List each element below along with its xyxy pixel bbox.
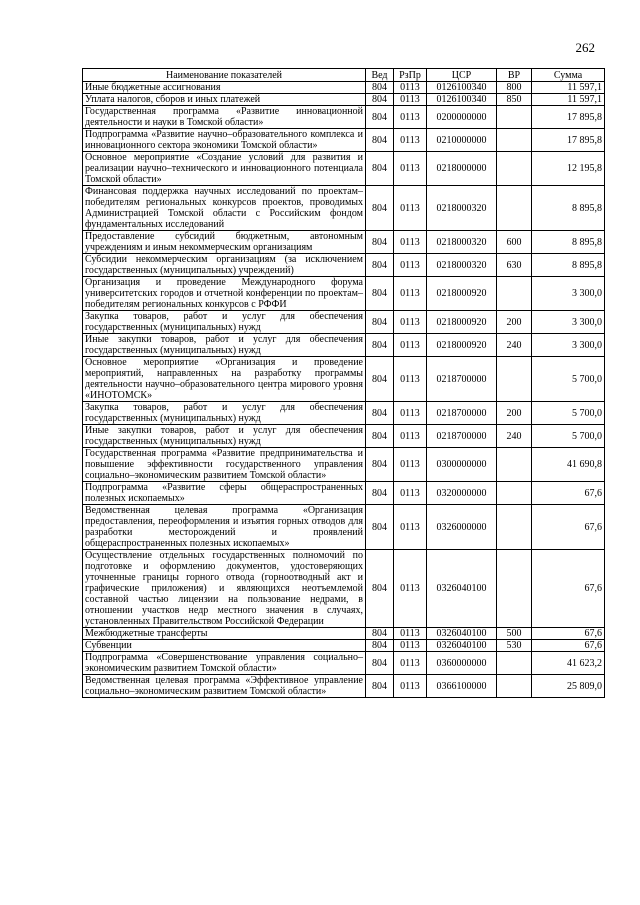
cell-sum: 17 895,8	[532, 106, 605, 129]
cell-csr: 0126100340	[427, 94, 497, 106]
table-row	[83, 129, 605, 152]
cell-sum: 67,6	[532, 628, 605, 640]
cell-name: Иные закупки товаров, работ и услуг для обеспечения государственных (муниципальных) нужд	[83, 334, 366, 357]
cell-ved: 804	[366, 82, 394, 94]
table-row	[83, 448, 605, 482]
header-csr: ЦСР	[427, 69, 497, 82]
cell-name: Государственная программа «Развитие предпринимательства и повышение эффективности государственного управления социально–экономическим развитием Томской области»	[83, 448, 366, 482]
cell-ved: 804	[366, 505, 394, 550]
table-row	[83, 505, 605, 550]
cell-name: Субсидии некоммерческим организациям (за исключением государственных (муниципальных) учреждений)	[83, 254, 366, 277]
cell-rzpr: 0113	[394, 277, 427, 311]
cell-sum: 25 809,0	[532, 675, 605, 698]
cell-csr: 0218000320	[427, 186, 497, 231]
cell-vr	[497, 675, 532, 698]
cell-csr: 0326040100	[427, 628, 497, 640]
cell-vr	[497, 106, 532, 129]
cell-rzpr: 0113	[394, 129, 427, 152]
cell-ved: 804	[366, 425, 394, 448]
cell-ved: 804	[366, 334, 394, 357]
cell-csr: 0326040100	[427, 640, 497, 652]
cell-csr: 0210000000	[427, 129, 497, 152]
cell-vr: 500	[497, 628, 532, 640]
cell-vr	[497, 448, 532, 482]
cell-vr	[497, 482, 532, 505]
cell-ved: 804	[366, 106, 394, 129]
cell-rzpr: 0113	[394, 505, 427, 550]
cell-vr: 240	[497, 425, 532, 448]
table-row	[83, 357, 605, 402]
cell-csr: 0218000000	[427, 152, 497, 186]
cell-rzpr: 0113	[394, 482, 427, 505]
cell-sum: 3 300,0	[532, 311, 605, 334]
cell-name: Межбюджетные трансферты	[83, 628, 366, 640]
cell-name: Уплата налогов, сборов и иных платежей	[83, 94, 366, 106]
cell-vr: 530	[497, 640, 532, 652]
cell-ved: 804	[366, 550, 394, 628]
table-row	[83, 106, 605, 129]
header-ved: Вед	[366, 69, 394, 82]
cell-ved: 804	[366, 652, 394, 675]
cell-rzpr: 0113	[394, 254, 427, 277]
cell-name: Закупка товаров, работ и услуг для обеспечения государственных (муниципальных) нужд	[83, 311, 366, 334]
cell-ved: 804	[366, 231, 394, 254]
cell-rzpr: 0113	[394, 402, 427, 425]
cell-rzpr: 0113	[394, 448, 427, 482]
cell-ved: 804	[366, 311, 394, 334]
cell-name: Основное мероприятие «Организация и проведение мероприятий, направленных на разработку программы деятельности научно–образовательного центра мирового уровня «ИНОТОМСК»	[83, 357, 366, 402]
cell-ved: 804	[366, 675, 394, 698]
cell-csr: 0326040100	[427, 550, 497, 628]
cell-name: Подпрограмма «Развитие сферы общераспространенных полезных ископаемых»	[83, 482, 366, 505]
table-row	[83, 311, 605, 334]
header-vr: ВР	[497, 69, 532, 82]
cell-ved: 804	[366, 448, 394, 482]
cell-ved: 804	[366, 628, 394, 640]
cell-name: Осуществление отдельных государственных полномочий по подготовке и оформлению документов, удостоверяющих уточненные границы горного отвода (горноотводный акт и графические приложения) и являющихся неотъемлемой составной частью лицензии на пользование недрами, в отношении участков недр местного значения в случаях, установленных Правительством Российской Федерации	[83, 550, 366, 628]
cell-csr: 0218700000	[427, 425, 497, 448]
cell-csr: 0218700000	[427, 402, 497, 425]
cell-sum: 8 895,8	[532, 254, 605, 277]
cell-name: Государственная программа «Развитие инновационной деятельности и науки в Томской области»	[83, 106, 366, 129]
cell-ved: 804	[366, 186, 394, 231]
cell-rzpr: 0113	[394, 357, 427, 402]
cell-sum: 67,6	[532, 505, 605, 550]
table-header-row	[83, 69, 605, 82]
table-row	[83, 550, 605, 628]
cell-vr	[497, 129, 532, 152]
cell-name: Подпрограмма «Развитие научно–образовательного комплекса и инновационного сектора экономики Томской области»	[83, 129, 366, 152]
cell-vr: 240	[497, 334, 532, 357]
cell-ved: 804	[366, 482, 394, 505]
cell-rzpr: 0113	[394, 311, 427, 334]
cell-csr: 0218700000	[427, 357, 497, 402]
cell-sum: 8 895,8	[532, 186, 605, 231]
cell-vr	[497, 152, 532, 186]
table-row	[83, 231, 605, 254]
table-row	[83, 628, 605, 640]
cell-rzpr: 0113	[394, 640, 427, 652]
table-row	[83, 94, 605, 106]
cell-rzpr: 0113	[394, 94, 427, 106]
cell-sum: 5 700,0	[532, 357, 605, 402]
cell-ved: 804	[366, 277, 394, 311]
cell-sum: 5 700,0	[532, 425, 605, 448]
cell-vr	[497, 277, 532, 311]
table-row	[83, 425, 605, 448]
cell-ved: 804	[366, 94, 394, 106]
cell-name: Предоставление субсидий бюджетным, автономным учреждениям и иным некоммерческим организациям	[83, 231, 366, 254]
cell-sum: 67,6	[532, 550, 605, 628]
cell-ved: 804	[366, 402, 394, 425]
cell-sum: 11 597,1	[532, 94, 605, 106]
cell-csr: 0218000920	[427, 311, 497, 334]
table-row	[83, 482, 605, 505]
cell-vr: 850	[497, 94, 532, 106]
cell-vr	[497, 652, 532, 675]
table-row	[83, 82, 605, 94]
cell-csr: 0218000320	[427, 254, 497, 277]
cell-rzpr: 0113	[394, 82, 427, 94]
cell-name: Подпрограмма «Совершенствование управления социально–экономическим развитием Томской области»	[83, 652, 366, 675]
cell-name: Закупка товаров, работ и услуг для обеспечения государственных (муниципальных) нужд	[83, 402, 366, 425]
cell-vr	[497, 505, 532, 550]
cell-vr	[497, 186, 532, 231]
cell-name: Организация и проведение Международного форума университетских городов и отчетной конференции по проектам–победителям региональных конкурсов с РФФИ	[83, 277, 366, 311]
table-row	[83, 402, 605, 425]
cell-sum: 3 300,0	[532, 334, 605, 357]
cell-name: Ведомственная целевая программа «Эффективное управление социально–экономическим развитием Томской области»	[83, 675, 366, 698]
cell-sum: 41 690,8	[532, 448, 605, 482]
cell-name: Иные закупки товаров, работ и услуг для обеспечения государственных (муниципальных) нужд	[83, 425, 366, 448]
cell-sum: 17 895,8	[532, 129, 605, 152]
cell-csr: 0218000920	[427, 334, 497, 357]
table-row	[83, 152, 605, 186]
cell-rzpr: 0113	[394, 231, 427, 254]
table-row	[83, 277, 605, 311]
cell-csr: 0218000920	[427, 277, 497, 311]
cell-rzpr: 0113	[394, 628, 427, 640]
table-row	[83, 334, 605, 357]
cell-rzpr: 0113	[394, 152, 427, 186]
table-row	[83, 186, 605, 231]
cell-sum: 8 895,8	[532, 231, 605, 254]
cell-sum: 67,6	[532, 640, 605, 652]
cell-ved: 804	[366, 357, 394, 402]
cell-sum: 3 300,0	[532, 277, 605, 311]
header-name: Наименование показателей	[83, 69, 366, 82]
cell-sum: 5 700,0	[532, 402, 605, 425]
cell-ved: 804	[366, 640, 394, 652]
cell-name: Ведомственная целевая программа «Организация предоставления, переоформления и изъятия горных отводов для разработки месторождений и проявлений общераспространенных полезных ископаемых»	[83, 505, 366, 550]
table-row	[83, 254, 605, 277]
table-row	[83, 652, 605, 675]
cell-ved: 804	[366, 152, 394, 186]
cell-ved: 804	[366, 129, 394, 152]
cell-rzpr: 0113	[394, 675, 427, 698]
cell-rzpr: 0113	[394, 425, 427, 448]
cell-name: Основное мероприятие «Создание условий для развития и реализации научно–технического и инновационного потенциала Томской области»	[83, 152, 366, 186]
cell-csr: 0126100340	[427, 82, 497, 94]
cell-vr: 800	[497, 82, 532, 94]
cell-csr: 0218000320	[427, 231, 497, 254]
cell-vr: 600	[497, 231, 532, 254]
cell-ved: 804	[366, 254, 394, 277]
cell-vr	[497, 550, 532, 628]
header-rzpr: РзПр	[394, 69, 427, 82]
cell-sum: 67,6	[532, 482, 605, 505]
cell-rzpr: 0113	[394, 106, 427, 129]
page-number: 262	[575, 40, 595, 55]
cell-csr: 0300000000	[427, 448, 497, 482]
cell-csr: 0360000000	[427, 652, 497, 675]
header-sum: Сумма	[532, 69, 605, 82]
cell-sum: 41 623,2	[532, 652, 605, 675]
cell-sum: 12 195,8	[532, 152, 605, 186]
cell-csr: 0326000000	[427, 505, 497, 550]
cell-name: Субвенции	[83, 640, 366, 652]
cell-rzpr: 0113	[394, 186, 427, 231]
cell-vr: 630	[497, 254, 532, 277]
table-row	[83, 675, 605, 698]
cell-rzpr: 0113	[394, 334, 427, 357]
cell-name: Иные бюджетные ассигнования	[83, 82, 366, 94]
table-row	[83, 640, 605, 652]
cell-csr: 0366100000	[427, 675, 497, 698]
cell-csr: 0200000000	[427, 106, 497, 129]
cell-rzpr: 0113	[394, 652, 427, 675]
cell-rzpr: 0113	[394, 550, 427, 628]
cell-sum: 11 597,1	[532, 82, 605, 94]
table-body	[83, 82, 605, 698]
cell-name: Финансовая поддержка научных исследований по проектам–победителям региональных конкурсов проектов, проводимых Администрацией Томской области с Российским фондом фундаментальных исследований	[83, 186, 366, 231]
budget-table	[82, 68, 605, 698]
cell-csr: 0320000000	[427, 482, 497, 505]
cell-vr	[497, 357, 532, 402]
cell-vr: 200	[497, 311, 532, 334]
cell-vr: 200	[497, 402, 532, 425]
